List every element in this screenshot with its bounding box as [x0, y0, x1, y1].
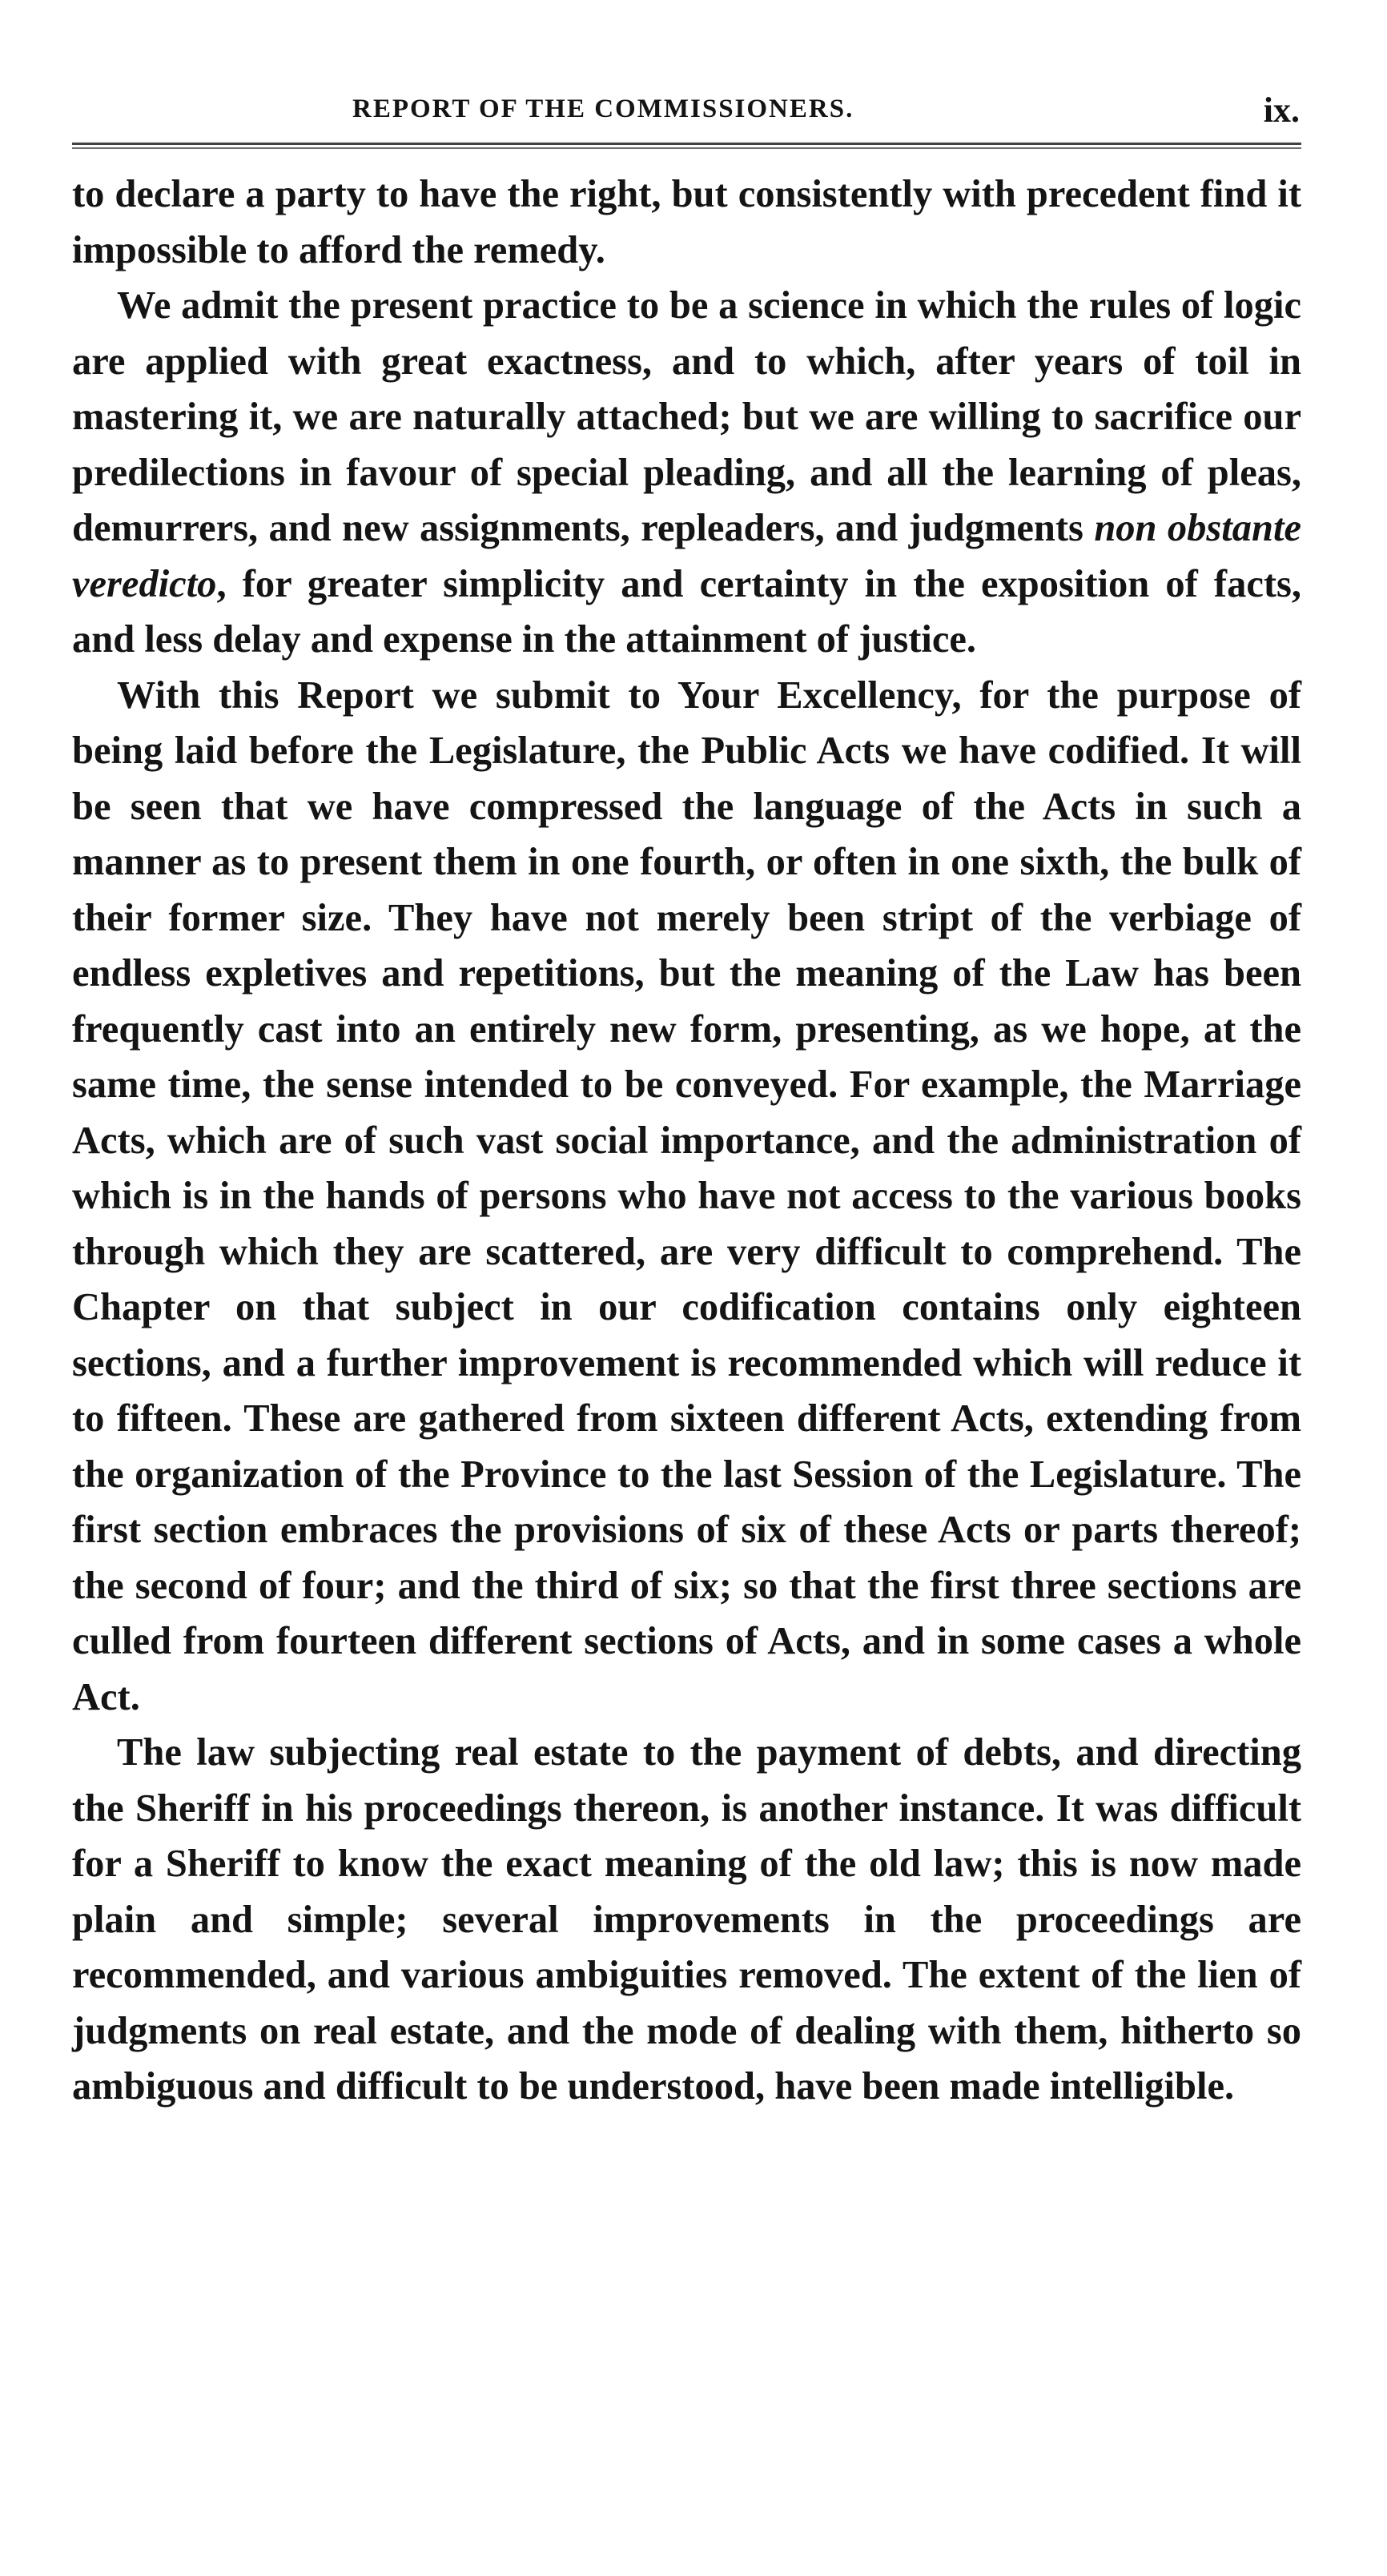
header-rule [72, 143, 1301, 149]
paragraph-text: We admit the present practice to be a science in which the rules of logic are applied with great exactness, and to which, after years of toil in mastering it, we are naturally attached; but we are willing to sacrifice our predilections in favour of special pleading, and all the learning of pleas, demurrers, and new assignments, repleaders, and judgments [72, 284, 1301, 549]
running-title: REPORT OF THE COMMISSIONERS. [352, 94, 854, 123]
paragraph-text: to declare a party to have the right, but consistently with precedent find it impossible to afford the remedy. [72, 173, 1301, 271]
paragraph-present-practice [72, 278, 1301, 668]
running-head [72, 88, 1301, 139]
paragraph-real-estate-law [72, 1725, 1301, 2115]
latin-phrase: non obstante veredicto [72, 507, 1301, 605]
paragraph-text: The law subjecting real estate to the payment of debts, and directing the Sheriff in his proceedings thereon, is another instance. It was difficult for a Sheriff to know the exact meaning of the old law; this is now made plain and simple; several improvements in the proceedings are recommended, and various ambiguities removed. The extent of the lien of judgments on real estate, and the mode of dealing with them, hitherto so ambiguous and difficult to be understood, have been made intelligible. [72, 1731, 1301, 2108]
book-page [72, 88, 1301, 2115]
paragraph-continuation [72, 167, 1301, 278]
paragraph-text: With this Report we submit to Your Excellency, for the purpose of being laid before the Legislature, the Public Acts we have codified. It will be seen that we have compressed the language of the Acts in such a manner as to present them in one fourth, or often in one sixth, the bulk of their former size. They have not merely been stript of the verbiage of endless expletives and repetitions, but the meaning of the Law has been frequently cast into an entirely new form, presenting, as we hope, at the same time, the sense intended to be conveyed. For example, the Marriage Acts, which are of such vast social importance, and the administration of which is in the hands of persons who have not access to the various books through which they are scattered, are very difficult to comprehend. The Chapter on that subject in our codification contains only eighteen sections, and a further improvement is recommended which will reduce it to fifteen. These are gathered from sixteen different Acts, extending from the organization of the Province to the last Session of the Legislature. The first section embraces the provisions of six of these Acts or parts thereof; the second of four; and the third of six; so that the first three sections are culled from fourteen different sections of Acts, and in some cases a whole Act. [72, 673, 1301, 1718]
paragraph-text: , for greater simplicity and certainty in the exposition of facts, and less delay and expense in the attainment of justice. [72, 562, 1301, 661]
paragraph-codified-acts [72, 668, 1301, 1726]
body-text [72, 167, 1301, 2115]
page-number: ix. [1263, 90, 1300, 130]
